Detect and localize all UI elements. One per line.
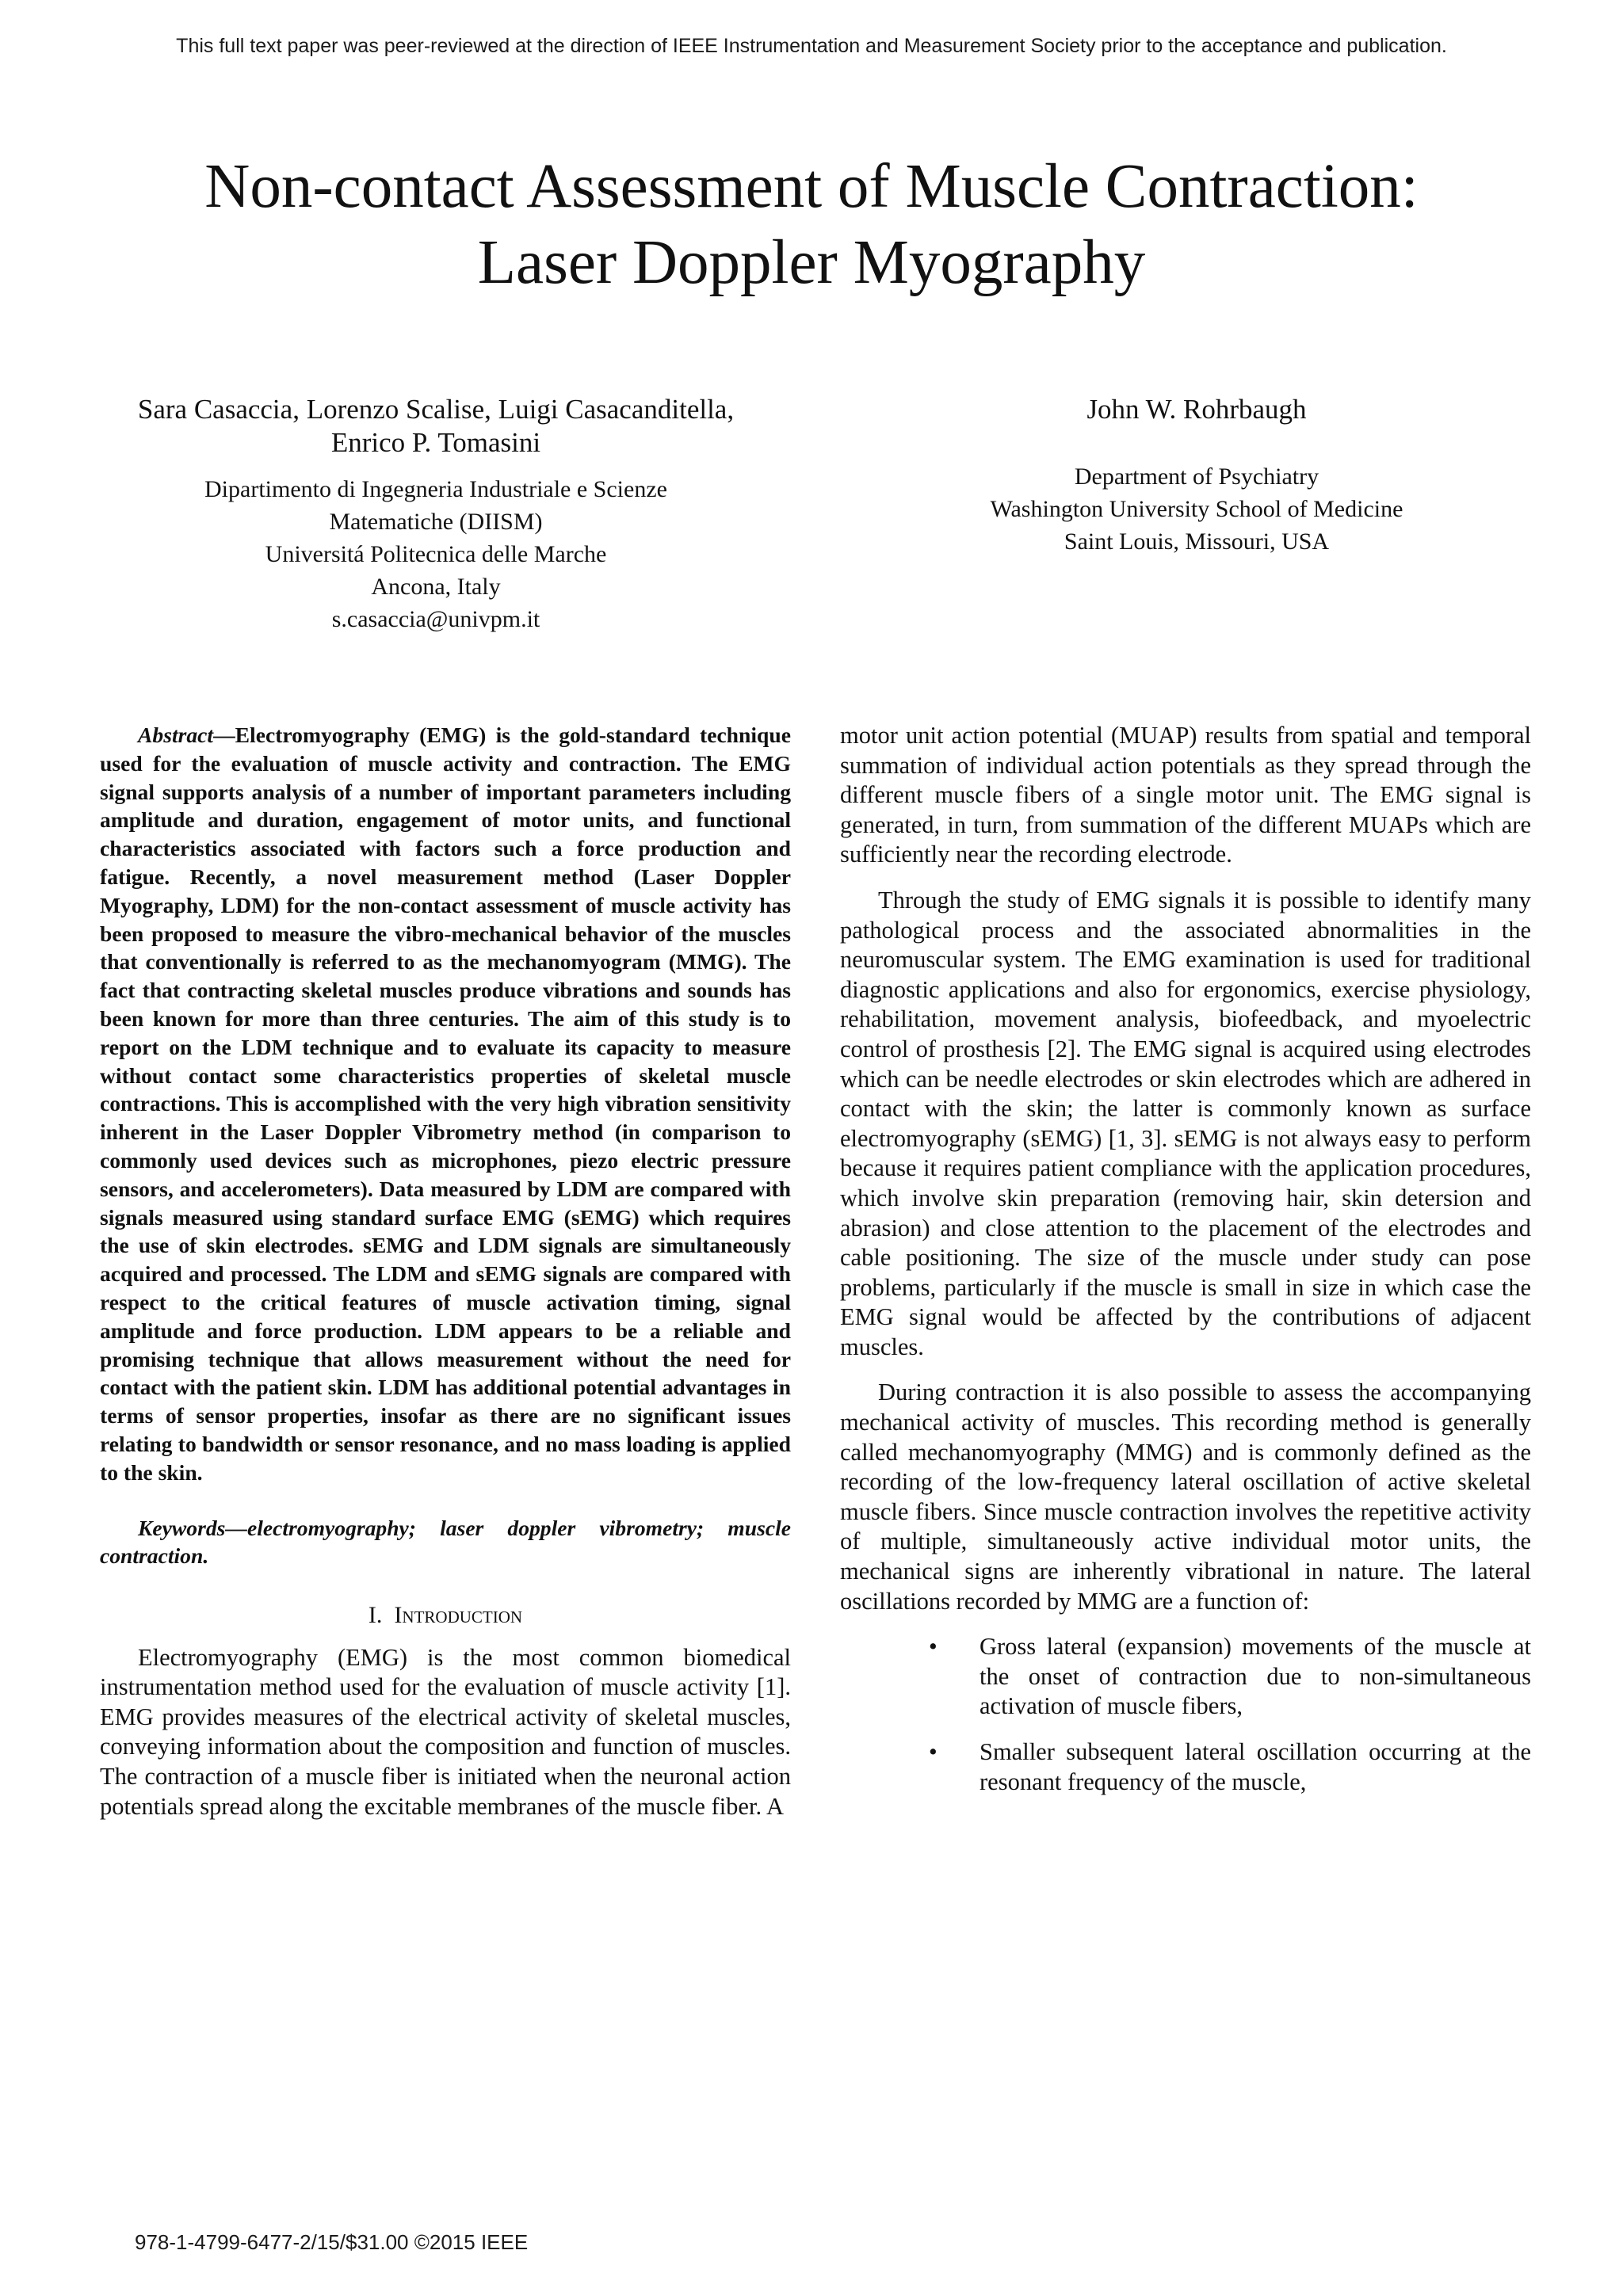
author-names-line-1: Sara Casaccia, Lorenzo Scalise, Luigi Casacanditella,: [137, 394, 735, 425]
abstract-text: —Electromyography (EMG) is the gold-standard technique used for the evaluation of muscle activity and contraction. The EMG signal supports analysis of a number of important parameters including amplitude and duration, engagement of motor units, and functional characteristics associated with factors such a force production and fatigue. Recently, a novel measurement method (Laser Doppler Myography, LDM) for the non-contact assessment of muscle activity has been proposed to measure the vibro-mechanical behavior of the muscles that conventionally is referred to as the mechanomyogram (MMG). The fact that contracting skeletal muscles produce vibrations and sounds has been known for more than three centuries. The aim of this study is to report on the LDM technique and to evaluate its capacity to measure without contact some characteristics properties of skeletal muscle contractions. This is accomplished with the very high vibration sensitivity inherent in the Laser Doppler Vibrometry method (in comparison to commonly used devices such as microphones, piezo electric pressure sensors, and accelerometers). Data measured by LDM are compared with signals measured using standard surface EMG (sEMG) which requires the use of skin electrodes. sEMG and LDM signals are simultaneously acquired and processed. The LDM and sEMG signals are compared with respect to the critical features of muscle activation timing, signal amplitude and force production. LDM appears to be a reliable and promising technique that allows measurement without the need for contact with the patient skin. LDM has additional potential advantages in terms of sensor properties, insofar as there are no significant issues relating to bandwidth or sensor resonance, and no mass loading is applied to the skin.: [100, 723, 791, 1485]
body-paragraph-1: motor unit action potential (MUAP) results from spatial and temporal summation of individual action potentials as they spread through the different muscle fibers of a single motor unit. The EMG signal is generated, in turn, from summation of the different MUAPs which are sufficiently near the recording electrode.: [840, 722, 1531, 868]
title-line-2: Laser Doppler Myography: [477, 228, 1146, 297]
body-paragraph-3: During contraction it is also possible to assess the accompanying mechanical activity of muscles. This recording method is generally called mechanomyography (MMG) and is commonly defined as the recording of the low-frequency lateral oscillation of active skeletal muscle fibers. Since muscle contraction involves the repetitive activity of multiple, simultaneously active individual motor units, the mechanical signs are inherently vibrational in nature. The lateral oscillations recorded by MMG are a function of:: [840, 1379, 1531, 1615]
list-item-text: Smaller subsequent lateral oscillation occurring at the resonant frequency of the muscle,: [980, 1738, 1531, 1795]
body-paragraph-2: Through the study of EMG signals it is possible to identify many pathological process and the associated abnormalities in the neuromuscular system. The EMG examination is used for traditional diagnostic applications and also for ergonomics, exercise physiology, rehabilitation, movement analysis, biofeedback, and myoelectric control of prosthesis [2]. The EMG signal is acquired using electrodes which can be needle electrodes or skin electrodes which are adhered in contact with the skin; the latter is commonly known as surface electromyography (sEMG) [1, 3]. sEMG is not always easy to perform because it requires patient compliance with the application procedures, which involve skin preparation (removing hair, skin detersion and abrasion) and close attention to the placement of the electrodes and cable positioning. The size of the muscle under study can pose problems, particularly if the muscle is small in size in which case the EMG signal would be affected by the contributions of adjacent muscles.: [840, 886, 1531, 1360]
right-column: [840, 721, 1531, 1813]
affiliation-line: Matematiche (DIISM): [329, 509, 543, 535]
affiliation-line: Ancona, Italy: [371, 574, 501, 600]
abstract-label: Abstract: [138, 723, 214, 747]
section-number: I.: [368, 1602, 383, 1629]
keywords: [100, 1514, 791, 1571]
affiliation-line: Department of Psychiatry: [1074, 463, 1319, 490]
paper-title: [0, 149, 1623, 301]
keywords-label: Keywords: [138, 1515, 226, 1540]
section-heading-introduction: [100, 1600, 791, 1630]
affiliation-line: Saint Louis, Missouri, USA: [1064, 528, 1330, 555]
title-line-1: Non-contact Assessment of Muscle Contraction:: [204, 152, 1419, 221]
list-item-text: Gross lateral (expansion) movements of the muscle at the onset of contraction due to non-simultaneous activation of muscle fibers,: [980, 1633, 1531, 1720]
peer-review-notice: This full text paper was peer-reviewed at the direction of IEEE Instrumentation and Measurement Society prior to the acceptance and publication.: [176, 35, 1447, 57]
intro-paragraph: Electromyography (EMG) is the most common biomedical instrumentation method used for the evaluation of muscle activity [1]. EMG provides measures of the electrical activity of skeletal muscles, conveying information about the composition and function of muscles. The contraction of a muscle fiber is initiated when the neuronal action potentials spread along the excitable membranes of the muscle fiber. A: [100, 1643, 791, 1820]
bullet-icon: •: [929, 1738, 938, 1765]
keywords-text: —electromyography; laser doppler vibrometry; muscle contraction.: [100, 1515, 791, 1569]
left-column: [100, 721, 791, 1837]
author-name: John W. Rohrbaugh: [1086, 394, 1307, 425]
affiliation-line: Washington University School of Medicine: [990, 496, 1403, 522]
author-block-right: [919, 393, 1474, 558]
bullet-icon: •: [929, 1633, 938, 1661]
list-item: [840, 1632, 1531, 1722]
author-email[interactable]: s.casaccia@univpm.it: [331, 606, 540, 632]
list-item: [840, 1737, 1531, 1797]
abstract: [100, 721, 791, 1487]
section-title: Introduction: [394, 1602, 523, 1629]
copyright-footer: 978-1-4799-6477-2/15/$31.00 ©2015 IEEE: [135, 2230, 529, 2254]
author-names-line-2: Enrico P. Tomasini: [330, 427, 541, 458]
author-block-left: [95, 393, 777, 635]
affiliation-line: Universitá Politecnica delle Marche: [265, 541, 607, 567]
mmg-bullet-list: [840, 1632, 1531, 1797]
affiliation-line: Dipartimento di Ingegneria Industriale e Scienze: [204, 476, 667, 502]
